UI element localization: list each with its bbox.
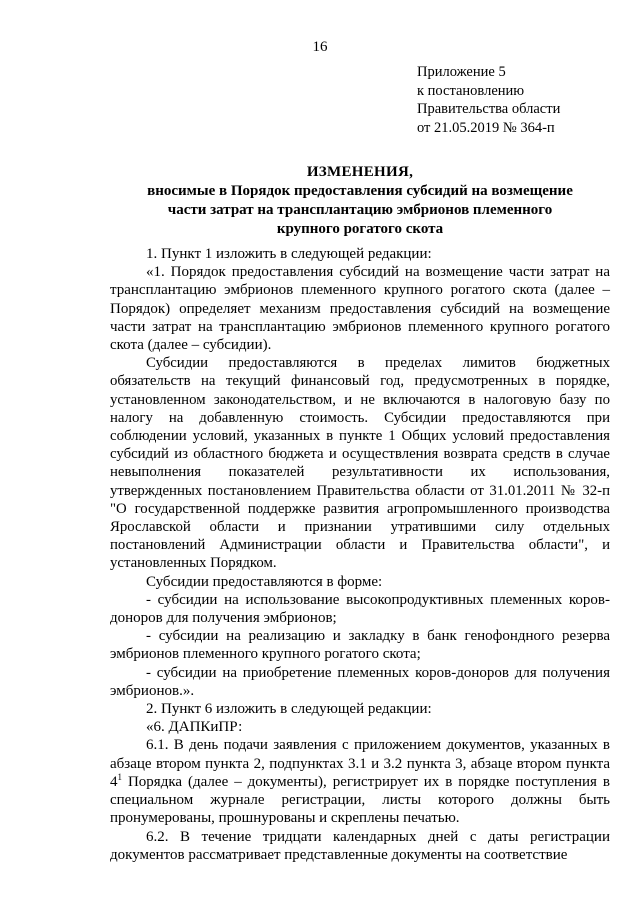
appendix-line: Приложение 5 <box>417 64 506 80</box>
paragraph: Субсидии предоставляются в форме: <box>146 573 383 590</box>
paragraph <box>110 736 610 827</box>
document-body <box>110 245 610 864</box>
paragraph: - субсидии на приобретение племенных коров-доноров для получения эмбрионов.». <box>110 664 610 699</box>
superscript: 1 <box>117 771 122 782</box>
appendix-line: Правительства области <box>417 101 561 117</box>
page-number: 16 <box>312 39 328 55</box>
appendix-line: к постановлению <box>417 82 525 99</box>
heading-line: части затрат на трансплантацию эмбрионов племенного <box>167 202 553 218</box>
paragraph-text: Порядка (далее – документы), регистрирует их в порядке поступления в специальном журнале регистрации, листы которого должны быть пронумерованы, прошнурованы и скреплены печатью. <box>110 773 610 827</box>
paragraph: - субсидии на использование высокопродуктивных племенных коров-доноров для получения эмбрионов; <box>110 591 610 627</box>
paragraph: «1. Порядок предоставления субсидий на возмещение части затрат на трансплантацию эмбрионов племенного крупного рогатого скота (далее – Порядок) определяет механизм предоставления субсидий на возмещение части затрат на трансплантацию эмбрионов племенного крупного рогатого скота (далее – субсидии). <box>110 264 610 354</box>
paragraph: «6. ДАПКиПР: <box>146 719 243 736</box>
appendix-block <box>417 63 560 137</box>
paragraph: - субсидии на реализацию и закладку в банк генофондного резерва эмбрионов племенного крупного рогатого скота; <box>110 628 610 663</box>
paragraph: 6.2. В течение тридцати календарных дней с даты регистрации документов рассматривает представленные документы на соответствие <box>110 828 610 863</box>
appendix-line: от 21.05.2019 № 364-п <box>417 119 555 136</box>
paragraph-text: 6.1. В день подачи заявления с приложением документов, указанных в абзаце втором пункта 2, подпунктах 3.1 и 3.2 пункта 3, абзаце втором пункта 4 <box>110 737 610 790</box>
heading-line: вносимые в Порядок предоставления субсидий на возмещение <box>147 183 573 199</box>
paragraph: Субсидии предоставляются в пределах лимитов бюджетных обязательств на текущий финансовый год, предусмотренных в порядке, установленном законодательством, и не включаются в налоговую базу по налогу на добавленную стоимость. Субсидии предоставляются при соблюдении условий, указанных в пункте 1 Общих условий предоставления субсидий из областного бюджета и осуществления возврата средств в случае невыполнения показателей результативности их использования, утвержденных постановлением Правительства области от 31.01.2011 № 32-п "О государственной поддержке развития агропромышленного производства Ярославской области и признании утратившими силу отдельных постановлений Администрации области и Правительства области", и установленных Порядком. <box>110 355 610 572</box>
document-heading <box>60 163 640 239</box>
heading-title: ИЗМЕНЕНИЯ, <box>306 164 414 180</box>
paragraph: 2. Пункт 6 изложить в следующей редакции: <box>146 701 432 718</box>
paragraph: 1. Пункт 1 изложить в следующей редакции: <box>146 246 432 262</box>
heading-line: крупного рогатого скота <box>276 221 444 237</box>
